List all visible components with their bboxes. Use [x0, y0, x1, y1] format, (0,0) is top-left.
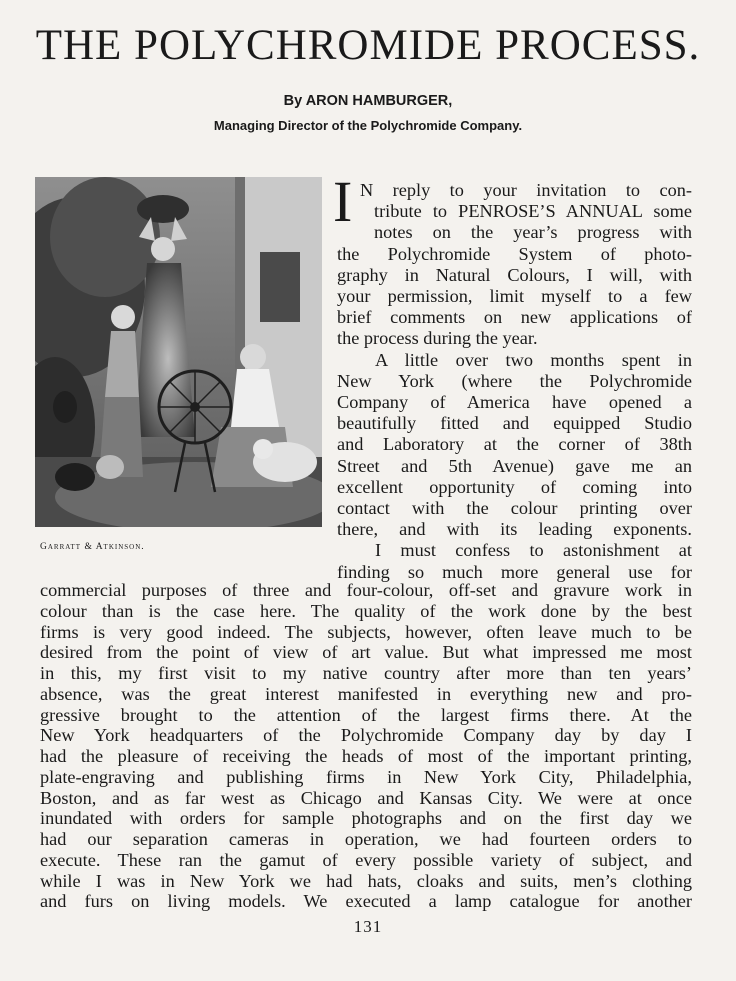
body-line: desired from the point of view of art value. But what impressed me most — [40, 642, 692, 663]
body-line: excellent opportunity of coming into — [337, 476, 692, 497]
illustration-caption: Garratt & Atkinson. — [40, 542, 145, 552]
halftone-illustration — [35, 177, 322, 527]
body-line: tribute to PENROSE’S ANNUAL some — [374, 201, 692, 222]
drop-cap: I — [333, 169, 353, 234]
body-line: in this, my first visit to my native country after more than ten years’ — [40, 663, 692, 683]
article-title: THE POLYCHROMIDE PROCESS. — [35, 22, 701, 69]
body-line: brief comments on new applications of — [337, 307, 692, 328]
body-line: inundated with orders for sample photographs and on the first day we — [40, 808, 692, 829]
body-line: there, and with its leading exponents. — [337, 519, 692, 540]
body-line: plate-engraving and publishing firms in New York City, Philadelphia, — [40, 766, 692, 787]
body-line: execute. These ran the gamut of every possible variety of subject, and — [40, 849, 692, 870]
body-line: colour than is the case here. The quality of the work done by the best — [40, 600, 692, 621]
body-line: New York (where the Polychromide — [337, 370, 692, 391]
body-line: notes on the year’s progress with — [374, 222, 692, 243]
body-line: commercial purposes of three and four-colour, off-set and gravure work in — [40, 580, 692, 600]
body-line: while I was in New York we had hats, cloaks and suits, men’s clothing — [40, 870, 692, 891]
body-line: absence, was the great interest manifested in everything new and pro- — [40, 683, 692, 704]
body-line: had the pleasure of receiving the heads of most of the important printing, — [40, 746, 692, 766]
body-line: I must confess to astonishment at — [375, 540, 692, 561]
body-line: gressive brought to the attention of the largest firms there. At the — [40, 704, 692, 725]
body-line: contact with the colour printing over — [337, 498, 692, 518]
body-line: had our separation cameras in operation, we had fourteen orders to — [40, 829, 692, 849]
body-line: Company of America have opened a — [337, 392, 692, 412]
body-line: A little over two months spent in — [375, 349, 692, 370]
page-number: 131 — [353, 917, 383, 936]
author-affiliation: Managing Director of the Polychromide Company. — [213, 118, 523, 133]
body-line: firms is very good indeed. The subjects, however, often leave much to be — [40, 621, 692, 642]
body-line: graphy in Natural Colours, I will, with — [337, 264, 692, 285]
body-line: your permission, limit myself to a few — [337, 286, 692, 306]
body-line: New York headquarters of the Polychromide Company day by day I — [40, 725, 692, 746]
body-line: the Polychromide System of photo- — [337, 243, 692, 264]
body-line: and Laboratory at the corner of 38th — [337, 434, 692, 455]
illustration-drawing — [35, 177, 322, 527]
body-line: the process during the year. — [337, 328, 538, 349]
body-line: finding so much more general use for — [337, 561, 692, 582]
body-line: and furs on living models. We executed a lamp catalogue for another — [40, 891, 692, 912]
body-line: Boston, and as far west as Chicago and Kansas City. We were at once — [40, 787, 692, 808]
article-byline: By ARON HAMBURGER, — [283, 93, 453, 109]
body-line: Street and 5th Avenue) gave me an — [337, 455, 692, 476]
body-line: N reply to your invitation to con- — [360, 180, 692, 200]
body-line: beautifully fitted and equipped Studio — [337, 413, 692, 434]
